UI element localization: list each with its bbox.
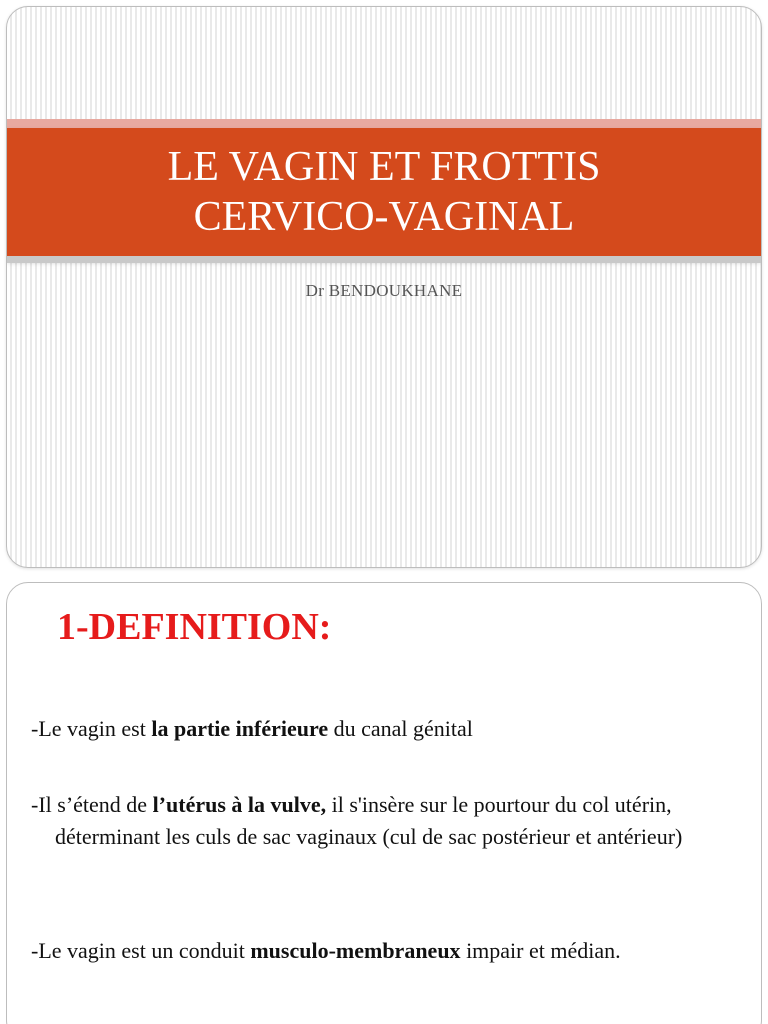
paragraph-1-text-b: du canal génital	[328, 716, 473, 741]
paragraph-1-text-a: -Le vagin est	[31, 716, 152, 741]
paragraph-2	[31, 789, 755, 853]
paragraph-3	[31, 935, 755, 967]
paragraph-3-bold: musculo-membraneux	[250, 938, 461, 963]
paragraph-1-bold: la partie inférieure	[151, 716, 329, 741]
paragraph-2-text-a: -Il s’étend de	[31, 792, 153, 817]
title-slide	[6, 6, 762, 568]
title-band	[7, 128, 761, 256]
paragraph-2-text-b: il s'insère sur le pourtour du col utérin, déterminant les culs de sac vaginaux (cul de sac postérieur et antérieur)	[55, 792, 683, 849]
title-line-1: LE VAGIN ET FROTTIS	[167, 144, 601, 190]
slide-title	[84, 142, 684, 242]
title-band-accent	[7, 119, 761, 128]
title-line-2: CERVICO-VAGINAL	[193, 194, 575, 240]
title-band-shadow	[7, 256, 761, 263]
paragraph-3-text-a: -Le vagin est un conduit	[31, 938, 251, 963]
author-name: Dr BENDOUKHANE	[305, 281, 463, 300]
section-heading: 1-DEFINITION:	[57, 606, 332, 648]
definition-slide	[6, 582, 762, 1024]
paragraph-3-text-b: impair et médian.	[460, 938, 621, 963]
paragraph-2-bold: l’utérus à la vulve,	[152, 792, 327, 817]
paragraph-1	[31, 713, 755, 745]
